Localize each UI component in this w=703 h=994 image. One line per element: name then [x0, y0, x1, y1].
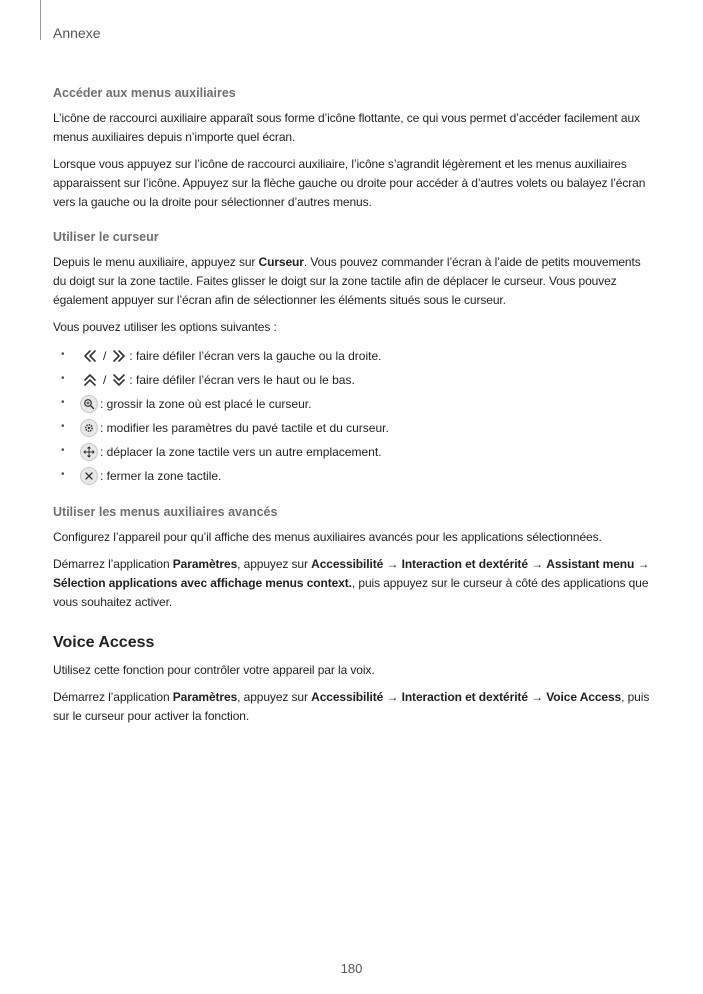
bullet: • — [61, 349, 65, 360]
bullet: • — [61, 469, 65, 480]
gear-icon — [80, 419, 98, 437]
page-header: Annexe — [53, 25, 101, 41]
heading-avances: Utiliser les menus auxiliaires avancés — [53, 505, 278, 519]
list-item-text: : déplacer la zone tactile vers un autre emplacement. — [100, 445, 382, 459]
double-chevron-down-icon — [109, 370, 129, 390]
list-item-text: : faire défiler l’écran vers la gauche ou la droite. — [129, 349, 382, 363]
heading-voice-access: Voice Access — [53, 634, 155, 651]
paragraph: Démarrez l’application Paramètres, appuyez sur Accessibilité → Interaction et dextérité → Voice Access, puis sur le curseur pour activer la fonction. — [53, 690, 650, 723]
bullet: • — [61, 373, 65, 384]
page-content — [53, 84, 653, 734]
heading-curseur: Utiliser le curseur — [53, 230, 159, 244]
paragraph: Vous pouvez utiliser les options suivantes : — [53, 320, 277, 334]
list-item — [53, 465, 653, 487]
list-item-text: : fermer la zone tactile. — [100, 469, 222, 483]
paragraph: Démarrez l’application Paramètres, appuyez sur Accessibilité → Interaction et dextérité → Assistant menu → Sélection applications avec affichage menus context., puis appuyez sur le curseur à côté des applications que vous souhaitez activer. — [53, 557, 650, 609]
double-chevron-right-icon — [109, 346, 129, 366]
page-number: 180 — [340, 961, 363, 976]
paragraph: L’icône de raccourci auxiliaire apparaît sous forme d’icône flottante, ce qui vous permet d’accéder facilement aux menus auxiliaires depuis n’importe quel écran. — [53, 111, 640, 144]
paragraph: Configurez l’appareil pour qu’il affiche des menus auxiliaires avancés pour les applications sélectionnées. — [53, 530, 602, 544]
list-item-text: : grossir la zone où est placé le curseur. — [100, 397, 312, 411]
margin-rule — [40, 0, 41, 40]
bullet: • — [61, 397, 65, 408]
options-list — [53, 345, 653, 487]
close-icon — [80, 467, 98, 485]
list-item-text: : faire défiler l’écran vers le haut ou le bas. — [129, 373, 355, 387]
list-item — [53, 441, 653, 463]
paragraph: Lorsque vous appuyez sur l’icône de raccourci auxiliaire, l’icône s’agrandit légèrement et les menus auxiliaires apparaissent sur l’icône. Appuyez sur la flèche gauche ou droite pour accéder à d’autres volets ou balayez l’écran vers la gauche ou la droite pour sélectionner d’autres menus. — [53, 157, 646, 209]
list-item: • / : faire défiler l’écran vers le haut ou le bas. — [53, 369, 653, 391]
paragraph: Depuis le menu auxiliaire, appuyez sur Curseur. Vous pouvez commander l’écran à l’aide de petits mouvements du doigt sur la zone tactile. Faites glisser le doigt sur la zone tactile afin de déplacer le curseur. Vous pouvez également appuyer sur l’écran afin de sélectionner les éléments situés sous le curseur. — [53, 255, 641, 307]
bullet: • — [61, 421, 65, 432]
double-chevron-left-icon — [80, 346, 100, 366]
list-item-text: : modifier les paramètres du pavé tactile et du curseur. — [100, 421, 389, 435]
magnifier-icon — [80, 395, 98, 413]
paragraph: Utilisez cette fonction pour contrôler votre appareil par la voix. — [53, 663, 375, 677]
double-chevron-up-icon — [80, 370, 100, 390]
bullet: • — [61, 445, 65, 456]
list-item — [53, 417, 653, 439]
list-item: • / : faire défiler l’écran vers la gauche ou la droite. — [53, 345, 653, 367]
list-item — [53, 393, 653, 415]
heading-acceder: Accéder aux menus auxiliaires — [53, 86, 236, 100]
move-icon — [80, 443, 98, 461]
